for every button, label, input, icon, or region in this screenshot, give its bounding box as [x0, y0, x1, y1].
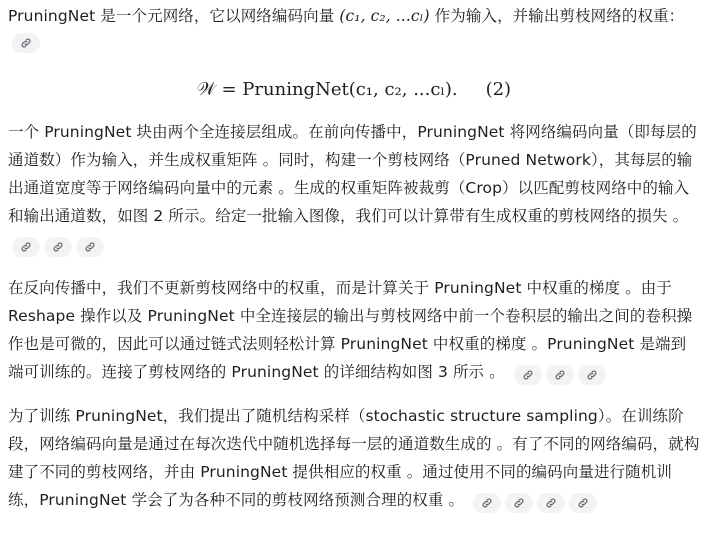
paragraph-backward	[8, 274, 700, 386]
link-icon	[513, 497, 525, 509]
answer-content	[0, 2, 706, 514]
link-icon	[481, 497, 493, 509]
paragraph-text: 一个 PruningNet 块由两个全连接层组成。在前向传播中，PruningNet 将网络编码向量（即每层的通道数）作为输入，并生成权重矩阵 。同时，构建一个剪枝网络（Pruned Network），其每层的输出通道宽度等于网络编码向量中的元素 。生成的权重矩阵被裁剪（Crop）以匹配剪枝网络中的输入和输出通道数，如图 2 所示。给定一批输入图像，我们可以计算带有生成权重的剪枝网络的损失 。	[8, 123, 697, 225]
citation-link-button[interactable]	[76, 237, 104, 257]
citation-link-button[interactable]	[537, 493, 565, 513]
equation-number: (2)	[485, 78, 512, 100]
link-icon	[522, 369, 534, 381]
intro-paragraph	[8, 2, 700, 30]
paragraph-sampling	[8, 402, 700, 514]
citation-link-button[interactable]	[12, 237, 40, 257]
citation-link-button[interactable]	[12, 33, 40, 53]
intro-text-after: 作为输入，并输出剪枝网络的权重：	[429, 7, 685, 25]
link-icon	[586, 369, 598, 381]
link-icon	[84, 241, 96, 253]
equation-block	[8, 60, 700, 118]
link-icon	[545, 497, 557, 509]
intro-citations	[12, 30, 700, 56]
link-icon	[577, 497, 589, 509]
citation-link-button[interactable]	[505, 493, 533, 513]
intro-text-before: PruningNet 是一个元网络，它以网络编码向量	[8, 7, 340, 25]
encoding-vector-math: (c₁, c₂, ...cₗ)	[339, 7, 430, 25]
link-icon	[52, 241, 64, 253]
link-icon	[20, 241, 32, 253]
citation-link-button[interactable]	[514, 365, 542, 385]
link-icon	[20, 37, 32, 49]
citation-link-button[interactable]	[44, 237, 72, 257]
paragraph-text: 为了训练 PruningNet，我们提出了随机结构采样（stochastic structure sampling）。在训练阶段，网络编码向量是通过在每次迭代中随机选择每一层的通道数生成的 。有了不同的网络编码，就构建了不同的剪枝网络，并由 PruningNet 提供相应的权重 。通过使用不同的编码向量进行随机训练，PruningNet 学会了为各种不同的剪枝网络预测合理的权重 。	[8, 407, 700, 509]
paragraph-text: 在反向传播中，我们不更新剪枝网络中的权重，而是计算关于 PruningNet 中权重的梯度 。由于 Reshape 操作以及 PruningNet 中全连接层的输出与剪枝网络中前一个卷积层的输出之间的卷积操作也是可微的，因此可以通过链式法则轻松计算 PruningNet 中权重的梯度 。PruningNet 是端到端可训练的。连接了剪枝网络的 PruningNet 的详细结构如图 3 所示 。	[8, 279, 693, 381]
citation-link-button[interactable]	[546, 365, 574, 385]
link-icon	[554, 369, 566, 381]
citation-link-button[interactable]	[569, 493, 597, 513]
paragraph-forward	[8, 118, 700, 258]
citation-link-button[interactable]	[578, 365, 606, 385]
equation-expression: 𝒲 = PruningNet(c₁, c₂, ...cₗ).	[196, 78, 458, 100]
citation-link-button[interactable]	[473, 493, 501, 513]
